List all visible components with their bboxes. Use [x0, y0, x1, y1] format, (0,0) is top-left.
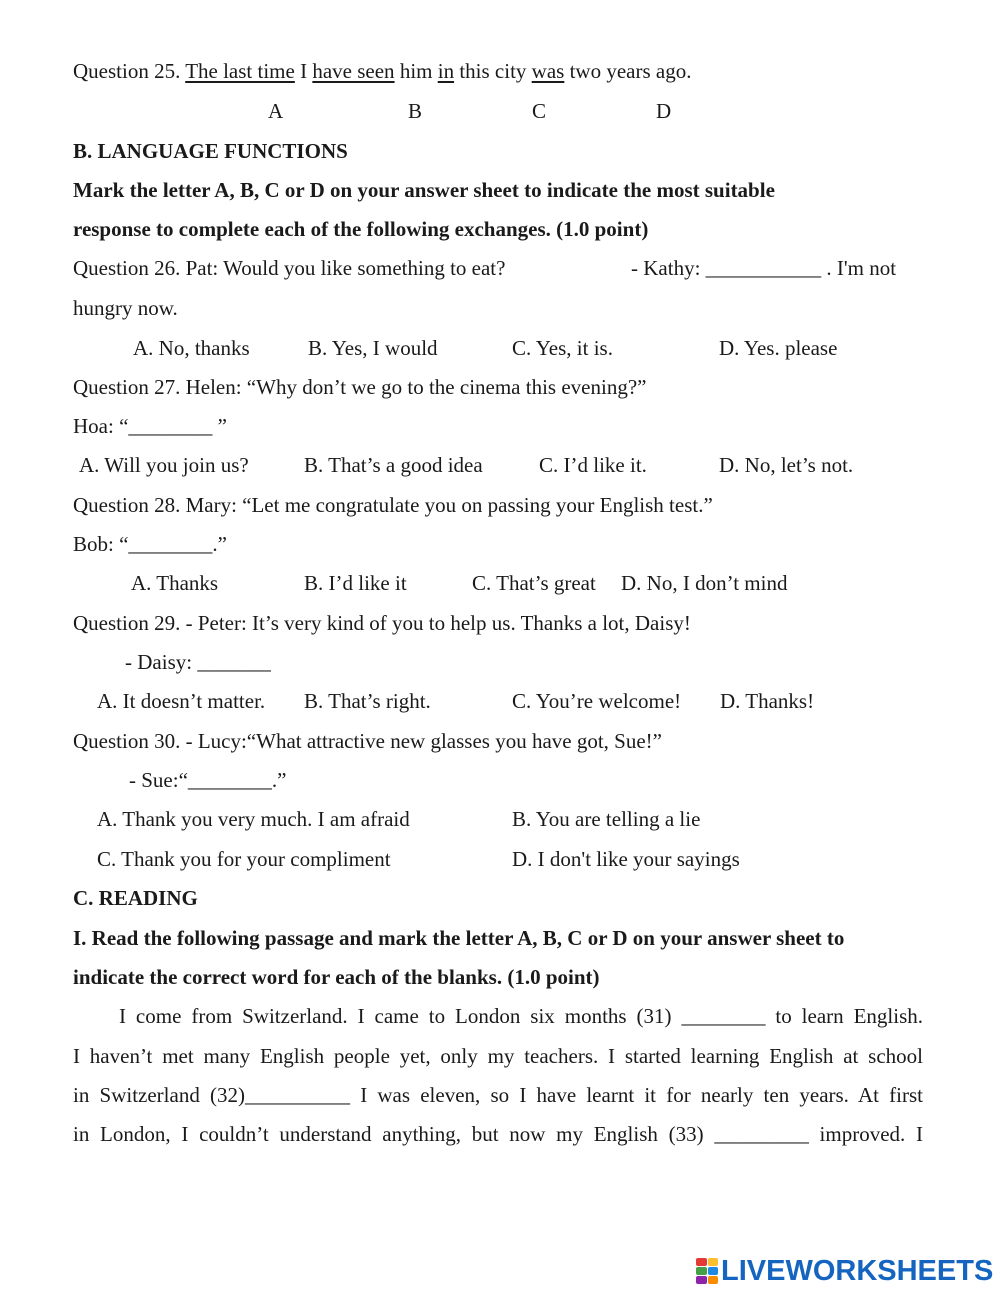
q25-letter-d: D	[656, 99, 672, 123]
q25-letter-a: A	[268, 99, 284, 123]
section-b-instruction-1: Mark the letter A, B, C or D on your answer sheet to indicate the most suitable	[73, 178, 775, 202]
q29-reply: - Daisy: _______	[125, 650, 271, 674]
q29-option-d[interactable]: D. Thanks!	[720, 689, 815, 713]
q25-letter-b: B	[408, 99, 423, 123]
q25-text: this city	[454, 59, 532, 83]
q25-prefix: Question 25.	[73, 59, 186, 83]
q28-option-d[interactable]: D. No, I don’t mind	[621, 571, 788, 595]
q25-letter-c: C	[532, 99, 547, 123]
q28-option-b[interactable]: B. I’d like it	[304, 571, 407, 595]
q27-option-c[interactable]: C. I’d like it.	[539, 453, 647, 477]
q30-reply: - Sue:“________.”	[129, 768, 287, 792]
q27-option-d[interactable]: D. No, let’s not.	[719, 453, 854, 477]
q29-option-a[interactable]: A. It doesn’t matter.	[97, 689, 266, 713]
liveworksheets-logo-text: LIVEWORKSHEETS	[721, 1254, 994, 1287]
q25-text: two years ago.	[564, 59, 692, 83]
q26-option-d[interactable]: D. Yes. please	[719, 336, 838, 360]
q25-text: I	[294, 59, 313, 83]
q30-stem: Question 30. - Lucy:“What attractive new glasses you have got, Sue!”	[73, 729, 662, 753]
section-b-instruction-2: response to complete each of the following exchanges. (1.0 point)	[73, 217, 649, 241]
q25-stem	[73, 58, 691, 84]
passage-line-3: in Switzerland (32)__________ I was eleven, so I have learnt it for nearly ten years. At first	[73, 1083, 923, 1107]
section-c-instruction-1: I. Read the following passage and mark the letter A, B, C or D on your answer sheet to	[73, 926, 845, 950]
passage-line-1: I come from Switzerland. I came to London six months (31) ________ to learn English.	[119, 1004, 923, 1028]
q26-option-b[interactable]: B. Yes, I would	[308, 336, 438, 360]
q29-stem: Question 29. - Peter: It’s very kind of you to help us. Thanks a lot, Daisy!	[73, 611, 691, 635]
q26-reply: - Kathy: ___________ . I'm not	[631, 256, 897, 280]
section-c-heading: C. READING	[73, 886, 198, 910]
q27-option-b[interactable]: B. That’s a good idea	[304, 453, 483, 477]
q25-part-a: The last time	[185, 59, 295, 83]
q30-option-c[interactable]: C. Thank you for your compliment	[97, 847, 391, 871]
q28-option-c[interactable]: C. That’s great	[472, 571, 596, 595]
q30-option-a[interactable]: A. Thank you very much. I am afraid	[97, 807, 410, 831]
section-c-instruction-2: indicate the correct word for each of the blanks. (1.0 point)	[73, 965, 600, 989]
passage-line-2: I haven’t met many English people yet, only my teachers. I started learning English at school	[73, 1044, 923, 1068]
q26-stem: Question 26. Pat: Would you like something to eat?	[73, 256, 506, 280]
liveworksheets-logo	[696, 1256, 993, 1286]
section-b-heading: B. LANGUAGE FUNCTIONS	[73, 139, 348, 163]
q30-option-d[interactable]: D. I don't like your sayings	[512, 847, 740, 871]
q28-option-a[interactable]: A. Thanks	[131, 571, 219, 595]
q27-reply: Hoa: “________ ”	[73, 414, 227, 438]
q27-stem: Question 27. Helen: “Why don’t we go to the cinema this evening?”	[73, 375, 647, 399]
q28-reply: Bob: “________.”	[73, 532, 227, 556]
q28-stem: Question 28. Mary: “Let me congratulate you on passing your English test.”	[73, 493, 713, 517]
q25-part-b: have seen	[312, 59, 395, 83]
liveworksheets-logo-icon	[696, 1258, 718, 1284]
q25-part-c: in	[437, 59, 455, 83]
q29-option-c[interactable]: C. You’re welcome!	[512, 689, 682, 713]
passage-line-4: in London, I couldn’t understand anything, but now my English (33) _________ improved. I	[73, 1122, 923, 1146]
q25-part-d: was	[531, 59, 565, 83]
q26-continuation: hungry now.	[73, 296, 178, 320]
q26-option-c[interactable]: C. Yes, it is.	[512, 336, 613, 360]
q30-option-b[interactable]: B. You are telling a lie	[512, 807, 701, 831]
q29-option-b[interactable]: B. That’s right.	[304, 689, 431, 713]
q27-option-a[interactable]: A. Will you join us?	[79, 453, 249, 477]
q25-text: him	[394, 59, 438, 83]
q26-option-a[interactable]: A. No, thanks	[133, 336, 250, 360]
